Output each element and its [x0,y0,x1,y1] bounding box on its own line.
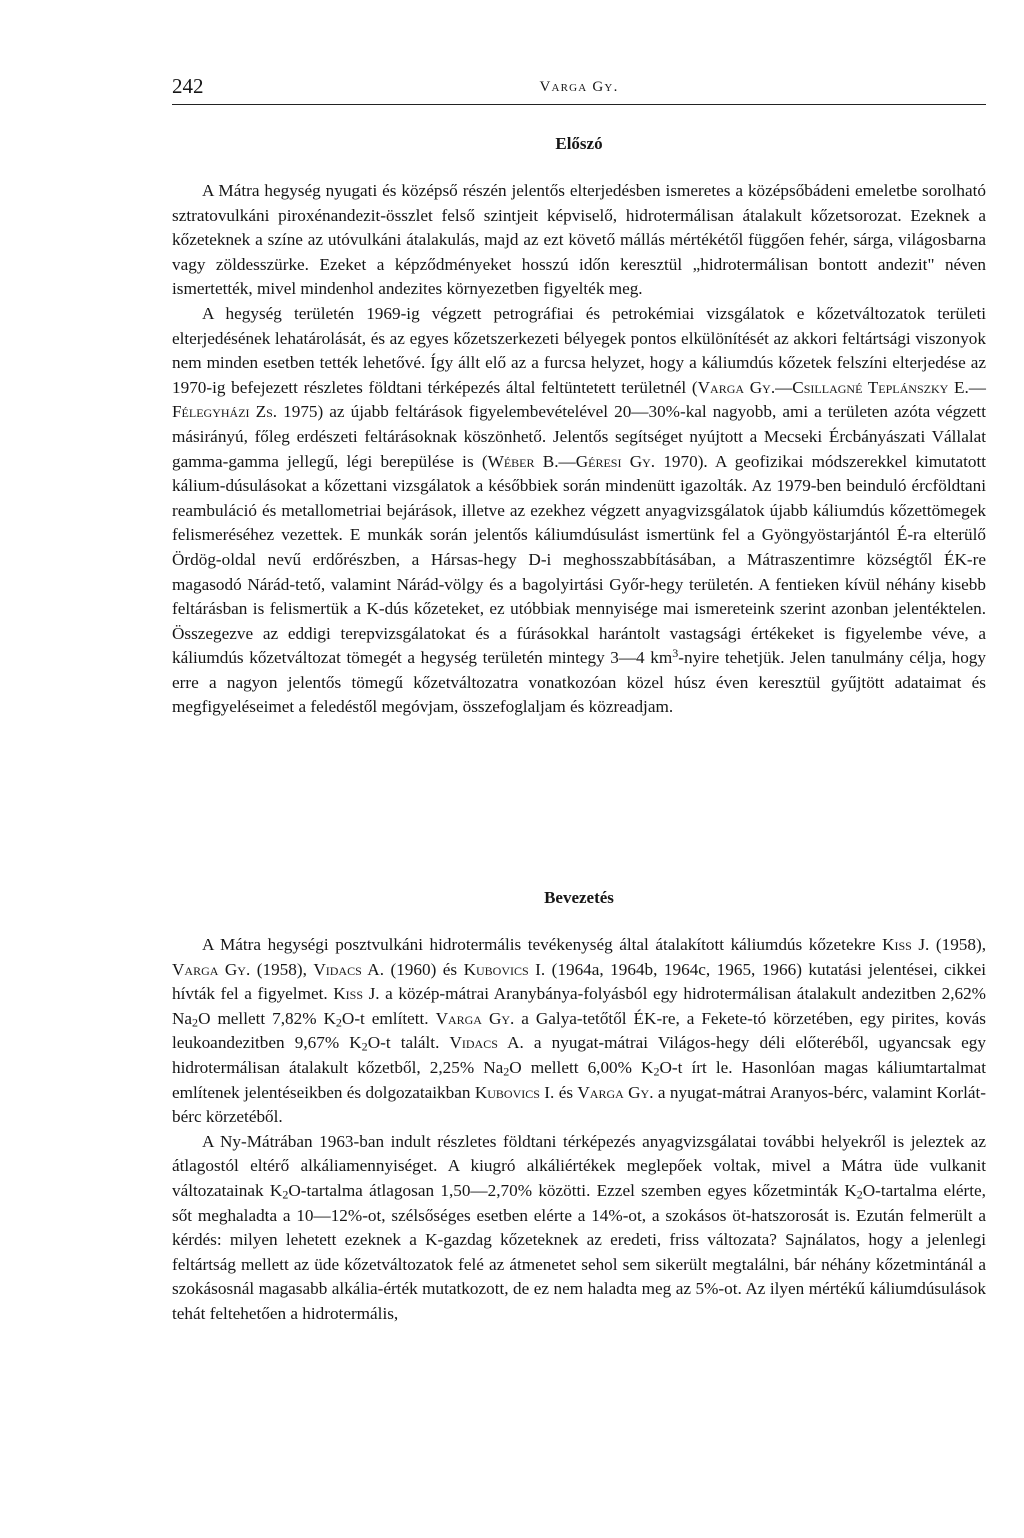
introduction-heading: Bevezetés [544,888,614,907]
page-number: 242 [172,74,204,98]
author-citation: Varga Gy. [435,1008,515,1028]
author-citation: Varga Gy. [172,959,251,979]
preface-section [172,179,986,720]
subscript: 2 [335,1015,342,1030]
subscript: 2 [653,1064,660,1079]
author-citation: Kubovics I. [474,1082,555,1102]
author-citation: Vidacs A. [449,1033,524,1053]
subscript: 2 [361,1040,368,1055]
subscript: 2 [192,1015,199,1030]
author-citation: Kubovics I. [463,959,546,979]
preface-paragraph-1: A Mátra hegység nyugati és középső részén jelentős elterjedésben ismeretes a középsőbádeni emeletbe sorolható sztratovulkáni piroxénandezit-összlet felső szintjeit képviselő, hidrotermálisan átalakult kőzetsorozat. Ezeknek a kőzeteknek a színe az utóvulkáni átalakulás, majd az ezt követő mállás mértékétől függően fehér, sárga, világosbarna vagy zöldesszürke. Ezeket a képződményeket hosszú időn keresztül „hidrotermálisan bontott andezit" néven ismertették, mivel mindenhol andezites környezetben figyelték meg. [172,181,986,299]
page-header [172,74,986,105]
subscript: 2 [282,1187,289,1202]
author-citation: Vidacs A. [313,959,385,979]
author-citation: Kiss J. [882,935,930,954]
introduction-section [172,933,986,1327]
author-citation: Kiss J. [333,984,380,1004]
subscript: 2 [503,1064,510,1079]
introduction-paragraph-1: A Mátra hegységi posztvulkáni hidrotermális tevékenység által átalakított káliumdús kőzetekre Kiss J. (1958), Varga Gy. (1958), Vidacs A. (1960) és Kubovics I. (1964a, 1964b, 1964c, 1965, 1966) kutatási jelentései, cikkei hívták fel a figyelmet. Kiss J. a közép-mátrai Aranybánya-folyásból egy hidrotermálisan átalakult andezitben 2,62% $Na_2O$ mellett 7,82% $K_2O-t$ említett. Varga Gy. a Galya-tetőtől ÉK-re, a Fekete-tó körzetében, egy pirites, kovás leukoandezitben 9,67% $K_2O-t$ talált. Vidacs A. a nyugat-mátrai Világos-hegy déli előteréből, ugyancsak egy hidrotermálisan átalakult kőzetből, 2,25% $Na_2O$ mellett 6,00% $K_2O-t$ írt le. Hasonlóan magas káliumtartalmat említenek jelentéseikben és dolgozataikban Kubovics I. és Varga Gy. a nyugat-mátrai Aranyos-bérc, valamint Korlát-bérc körzetéből. [172,935,987,1127]
author-citation: Varga Gy. [577,1082,654,1102]
superscript: 3 [672,646,679,661]
author-citation: Varga Gy.—Csillagné Teplánszky E.—Félegyházi Zs. [172,377,986,422]
author-citation: Wéber B.—Géresi Gy. [487,451,656,471]
subscript: 2 [856,1187,863,1202]
introduction-paragraph-2: A Ny-Mátrában 1963-ban indult részletes földtani térképezés anyagvizsgálatai további helyekről is jeleztek az átlagostól eltérő alkáliamennyiséget. A kiugró alkáliértékek meglepőek voltak, mivel a Mátra üde vulkanit változatainak $K_2O$-tartalma átlagosan 1,50—2,70% közötti. Ezzel szemben egyes kőzetminták $K_2O$-tartalma elérte, sőt meghaladta a 10—12%-ot, szélsőséges esetben elérte a 14%-ot, a szokásos öt-hatszorosát is. Ezután felmerült a kérdés: milyen lehetett ezeknek a K-gazdag kőzeteknek az eredeti, friss változata? Sajnálatos, hogy a jelenlegi feltártság mellett az üde kőzetváltozatok felé az átmenetet sehol sem sikerült megtalálni, bár néhány kőzetmintánál a szokásosnál magasabb alkália-érték mutatkozott, de ez nem haladta meg az 5%-ot. Az ilyen mértékű káliumdúsulások tehát feltehetően a hidrotermális, [172,1131,986,1323]
running-head: Varga Gy. [539,79,619,95]
preface-paragraph-2: A hegység területén 1969-ig végzett petrográfiai és petrokémiai vizsgálatok e kőzetváltozatok területi elterjedésének lehatárolását, és az egyes kőzetszerkezeti bélyegek pontos elkülönítését az akkori feltártsági viszonyok nem minden esetben tették lehetővé. Így állt elő az a furcsa helyzet, hogy a káliumdús kőzetek felszíni elterjedése az 1970-ig befejezett részletes földtani térképezés által feltüntetett területnél (Varga Gy.—Csillagné Teplánszky E.—Félegyházi Zs. 1975) az újabb feltárások figyelembevételével 20—30%-kal nagyobb, ami a területen azóta végzett másirányú, főleg erdészeti feltárásoknak köszönhető. Jelentős segítséget nyújtott a Mecseki Ércbányászati Vállalat gamma-gamma jellegű, légi berepülése is (Wéber B.—Géresi Gy. 1970). A geofizikai módszerekkel kimutatott kálium-dúsulásokat a kőzettani vizsgálatok a későbbiek során mindenütt igazolták. Az 1979-ben beinduló ércföldtani reambuláció és metallometriai bejárások, illetve az ezekhez végzett anyagvizsgálatok újabb káliumdús kőzettömegek felismeréséhez vezettek. E munkák során jelentős káliumdúsulást ismertünk fel a Gyöngyöstarjántól É-ra elterülő Ördög-oldal nevű erdőrészben, a Hársas-hegy D-i meghosszabbításában, a Mátraszentimre községtől ÉK-re magasodó Nárád-tető, valamint Nárád-völgy és a bagolyirtási Győr-hegy területén. A fentieken kívül néhány kisebb feltárásban is felismertük a K-dús kőzeteket, ez utóbbiak mennyisége mai ismereteink szerint azonban jelentéktelen. Összegezve az eddigi terepvizsgálatokat és a fúrásokkal harántolt vastagsági értékeket is figyelembe véve, a káliumdús kőzetváltozat tömegét a hegység területén mintegy 3—4 $km^3$-nyire tehetjük. Jelen tanulmány célja, hogy erre a nagyon jelentős tömegű kőzetváltozatra vonatkozóan közel húsz éven keresztül gyűjtött adataimat és megfigyeléseimet a feledéstől megóvjam, összefoglaljam és közreadjam. [172,303,987,717]
preface-heading: Előszó [555,134,603,153]
